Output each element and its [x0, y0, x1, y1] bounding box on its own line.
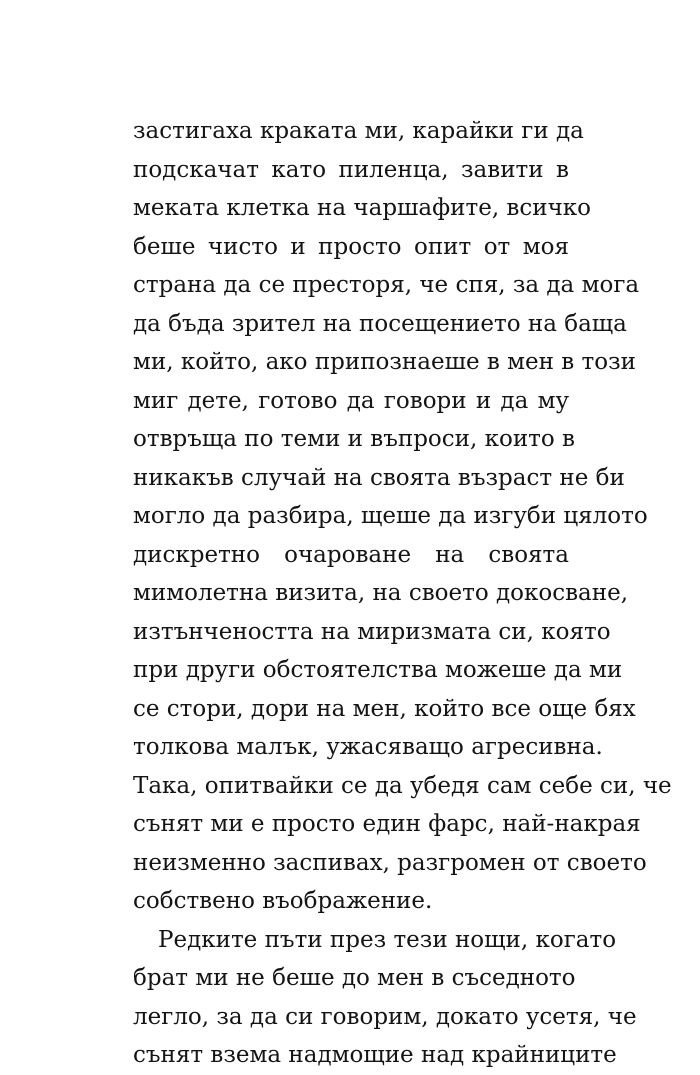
paragraph-end-line: собствено въображение.: [133, 888, 433, 914]
text-line: да бъда зрител на посещението на баща: [133, 310, 627, 337]
text-line: при други обстоятелства можеше да ми: [133, 657, 623, 683]
text-line: ми, който, ако припознаеше в мен в този: [133, 349, 637, 375]
text-line: дискретно очароване на своята: [133, 541, 569, 568]
body-text: [133, 112, 672, 1075]
text-line: изтънчеността на миризмата си, която: [133, 618, 611, 645]
text-line: толкова малък, ужасяващо агресивна.: [133, 734, 603, 760]
text-line: неизменно заспивах, разгромен от своето: [133, 849, 647, 876]
text-line: миг дете, готово да говори и да му: [133, 387, 569, 414]
text-line: застигаха краката ми, карайки ги да: [133, 118, 584, 144]
text-line: беше чисто и просто опит от моя: [133, 233, 569, 260]
text-line: сънят взема надмощие над крайниците: [133, 1042, 617, 1068]
text-line: легло, за да си говорим, докато усетя, че: [133, 1003, 637, 1030]
text-line: сънят ми е просто един фарс, най-накрая: [133, 811, 641, 837]
text-line: никакъв случай на своята възраст не би: [133, 464, 625, 491]
paragraph-start-line: Редките пъти през тези нощи, когато: [158, 926, 617, 953]
text-line: меката клетка на чаршафите, всичко: [133, 195, 592, 221]
text-line: Така, опитвайки се да убедя сам себе си, че: [133, 772, 672, 799]
text-line: мимолетна визита, на своето докосване,: [133, 580, 629, 606]
text-line: брат ми не беше до мен в съседното: [133, 965, 576, 991]
text-line: могло да разбира, щеше да изгуби цялото: [133, 503, 648, 529]
text-line: отвръща по теми и въпроси, които в: [133, 426, 575, 452]
text-line: се стори, дори на мен, който все още бях: [133, 695, 636, 722]
text-line: подскачат като пиленца, завити в: [133, 156, 569, 183]
text-line: страна да се престоря, че спя, за да мога: [133, 272, 640, 298]
